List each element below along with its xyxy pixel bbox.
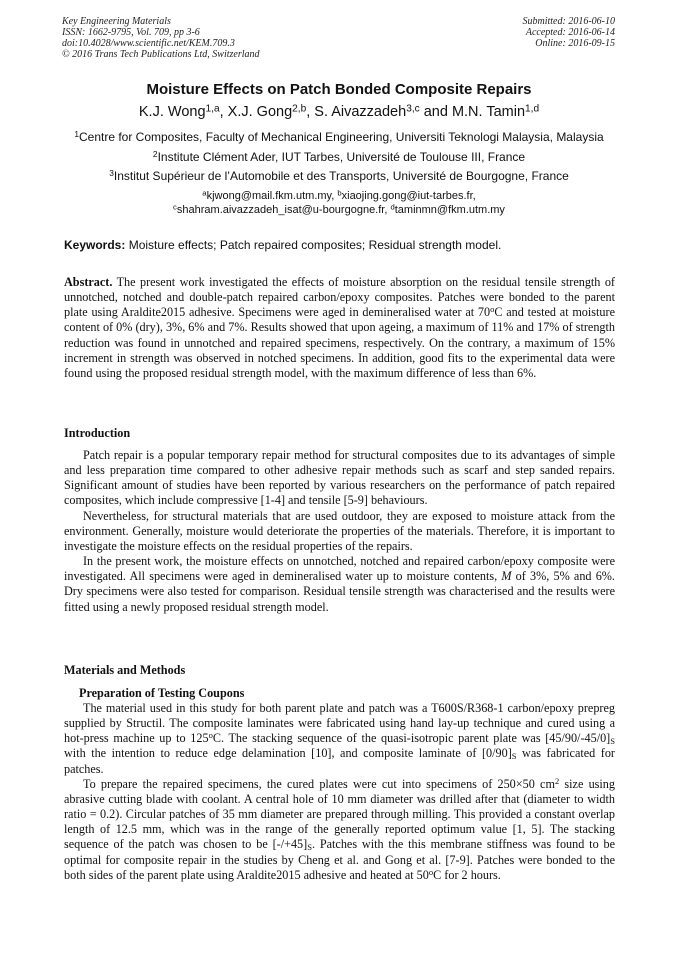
author-sep: and: [419, 104, 452, 120]
affiliation-sup: 3: [109, 168, 114, 179]
author-name: S. Aivazzadeh: [314, 104, 407, 120]
journal-issn: ISSN: 1662-9795, Vol. 709, pp 3-6: [62, 27, 200, 38]
affiliation: [0, 130, 678, 145]
affiliation-text: Centre for Composites, Faculty of Mechanical Engineering, Universiti Teknologi Malaysia, Malaysia: [78, 130, 604, 144]
author-sup: 1,a: [205, 103, 220, 115]
journal-name: Key Engineering Materials: [62, 16, 171, 27]
author-sep: ,: [219, 104, 228, 120]
affiliation-sup: 1: [74, 129, 79, 140]
affiliation-text: Institut Supérieur de l’Automobile et des Transports, Université de Bourgogne, France: [113, 169, 569, 183]
email-line: $^c$shahram.aivazzadeh_isat@u-bourgogne.fr, $^d$taminmn@fkm.utm.my: [173, 202, 505, 216]
author-name: X.J. Gong: [227, 104, 293, 120]
abstract-label: Abstract.: [64, 275, 113, 289]
email-link[interactable]: kjwong@mail.fkm.utm.my,: [206, 190, 335, 202]
keywords-text: Moisture effects; Patch repaired composites; Residual strength model.: [125, 238, 502, 252]
date-online: Online: 2016-09-15: [535, 38, 615, 49]
section-heading-introduction: Introduction: [64, 426, 131, 440]
paragraph: The material used in this study for both parent plate and patch was a T600S/R368-1 carbon/epoxy prepreg supplied by Structil. The composite laminates were fabricated using hand lay-up technique and cured using a hot-press machine up to 125$^o$C. The stacking sequence of the quasi-isotropic parent plate was $[45/90/-45/0]_S$ with the intention to reduce edge delamination [10], and composite laminate of $[0/90]_S$ was fabricated for patches.: [64, 701, 615, 776]
author-list: [0, 103, 678, 121]
journal-doi: doi:10.4028/www.scientific.net/KEM.709.3: [62, 38, 235, 49]
email-link[interactable]: shahram.aivazzadeh_isat@u-bourgogne.fr,: [176, 204, 388, 216]
abstract: Abstract. The present work investigated the effects of moisture absorption on the residual tensile strength of unnotched, notched and double-patch repaired carbon/epoxy composites. Patches were bonded to the parent plate using Araldite2015 adhesive. Specimens were aged in demineralised water at 70$^o$C and tested at moisture content of 0% (dry), 3%, 6% and 7%. Results showed that upon ageing, a maximum of 11% and 17% of strength reduction was found in unnotched and repaired specimens, respectively. On the contrary, a maximum of 15% increment in strength was observed in notched specimens. In addition, good fits to the experimental data were found using the proposed residual strength model, with the maximum difference of less than 6%.: [64, 275, 615, 380]
paragraph: To prepare the repaired specimens, the cured plates were cut into specimens of 250×50 $cm^2$ size using abrasive cutting blade with coolant. A central hole of 10 mm diameter was drilled after that (diameter to width ratio = 0.2). Circular patches of 35 mm diameter are prepared through milling. This provided a constant overlap length of 12.5 mm, which was in the range of the generally reported optimum value [1, 5]. The stacking sequence of the patch was chosen to be $[-/+45]_S$. Patches with the this membrane stiffness was found to be optimal for composite repair in the studies by Cheng et al. and Gong et al. [7-9]. Patches were bonded to the both sides of the parent plate using Araldite2015 adhesive and heated at 50$^o$C for 2 hours.: [64, 775, 616, 882]
keywords-label: Keywords:: [64, 238, 126, 252]
dates-header: [523, 16, 616, 49]
paragraph: Nevertheless, for structural materials that are used outdoor, they are exposed to moisture attack from the environment. Generally, moisture would deteriorate the properties of the materials. Therefore, it is important to investigate the moisture effects on the residual properties of the repairs.: [64, 508, 615, 553]
journal-copyright: © 2016 Trans Tech Publications Ltd, Switzerland: [62, 49, 260, 60]
paragraph: Patch repair is a popular temporary repair method for structural composites due to its advantages of simple and less preparation time compared to other adhesive repair methods such as scarf and step sanded repairs. Significant amount of studies have been reported by various researchers on the performance of patch repaired composites, which include compressive [1-4] and tensile [5-9] behaviours.: [64, 448, 615, 508]
date-accepted: Accepted: 2016-06-14: [525, 27, 615, 38]
keywords: [64, 238, 616, 253]
journal-header: [62, 16, 260, 60]
subsection-heading: Preparation of Testing Coupons: [79, 686, 245, 700]
abstract-text: The present work investigated the effects of moisture absorption on the residual tensile strength of unnotched, notched and double-patch repaired carbon/epoxy composites. Patches were bonded to the parent plate using Araldite2015 adhesive. Specimens were aged in demineralised water at 70: [64, 275, 615, 320]
introduction-body: [64, 448, 615, 615]
email-link[interactable]: taminmn@fkm.utm.my: [394, 204, 505, 216]
affiliation-text: Institute Clément Ader, IUT Tarbes, Université de Toulouse III, France: [157, 150, 526, 164]
email-link[interactable]: xiaojing.gong@iut-tarbes.fr,: [341, 190, 476, 202]
email-line: $^a$kjwong@mail.fkm.utm.my, $^b$xiaojing.gong@iut-tarbes.fr,: [202, 188, 476, 202]
section-heading-methods: Materials and Methods: [64, 663, 186, 677]
methods-body: [64, 701, 615, 883]
author-sup: 3,c: [406, 103, 420, 115]
date-submitted: Submitted: 2016-06-10: [522, 16, 615, 27]
author-sup: 1,d: [525, 103, 540, 115]
author-sep: ,: [306, 104, 315, 120]
affiliation: [0, 150, 678, 165]
abstract-text: C and tested at moisture content of 0% (dry), 3%, 6% and 7%. Results showed that upon ageing, a maximum of 11% and 17% of strength reduction was found in unnotched and repaired specimens, respectively. On the contrary, a maximum of 15% increment in strength was observed in notched specimens. In addition, good fits to the experimental data were found using the proposed residual strength model, with the maximum difference of less than 6%.: [64, 305, 615, 380]
paper-title: Moisture Effects on Patch Bonded Composite Repairs: [146, 81, 532, 98]
author-name: K.J. Wong: [138, 104, 206, 120]
paragraph: In the present work, the moisture effects on unnotched, notched and repaired carbon/epoxy composite were investigated. All specimens were aged in demineralised water up to moisture contents, M of 3%, 5% and 6%. Dry specimens were also tested for comparison. Residual tensile strength was characterised and the results were fitted using a newly proposed residual strength model.: [64, 554, 615, 614]
author-name: M.N. Tamin: [451, 104, 526, 120]
author-sup: 2,b: [292, 103, 307, 115]
affiliation-sup: 2: [152, 149, 158, 160]
affiliation: [0, 169, 678, 184]
